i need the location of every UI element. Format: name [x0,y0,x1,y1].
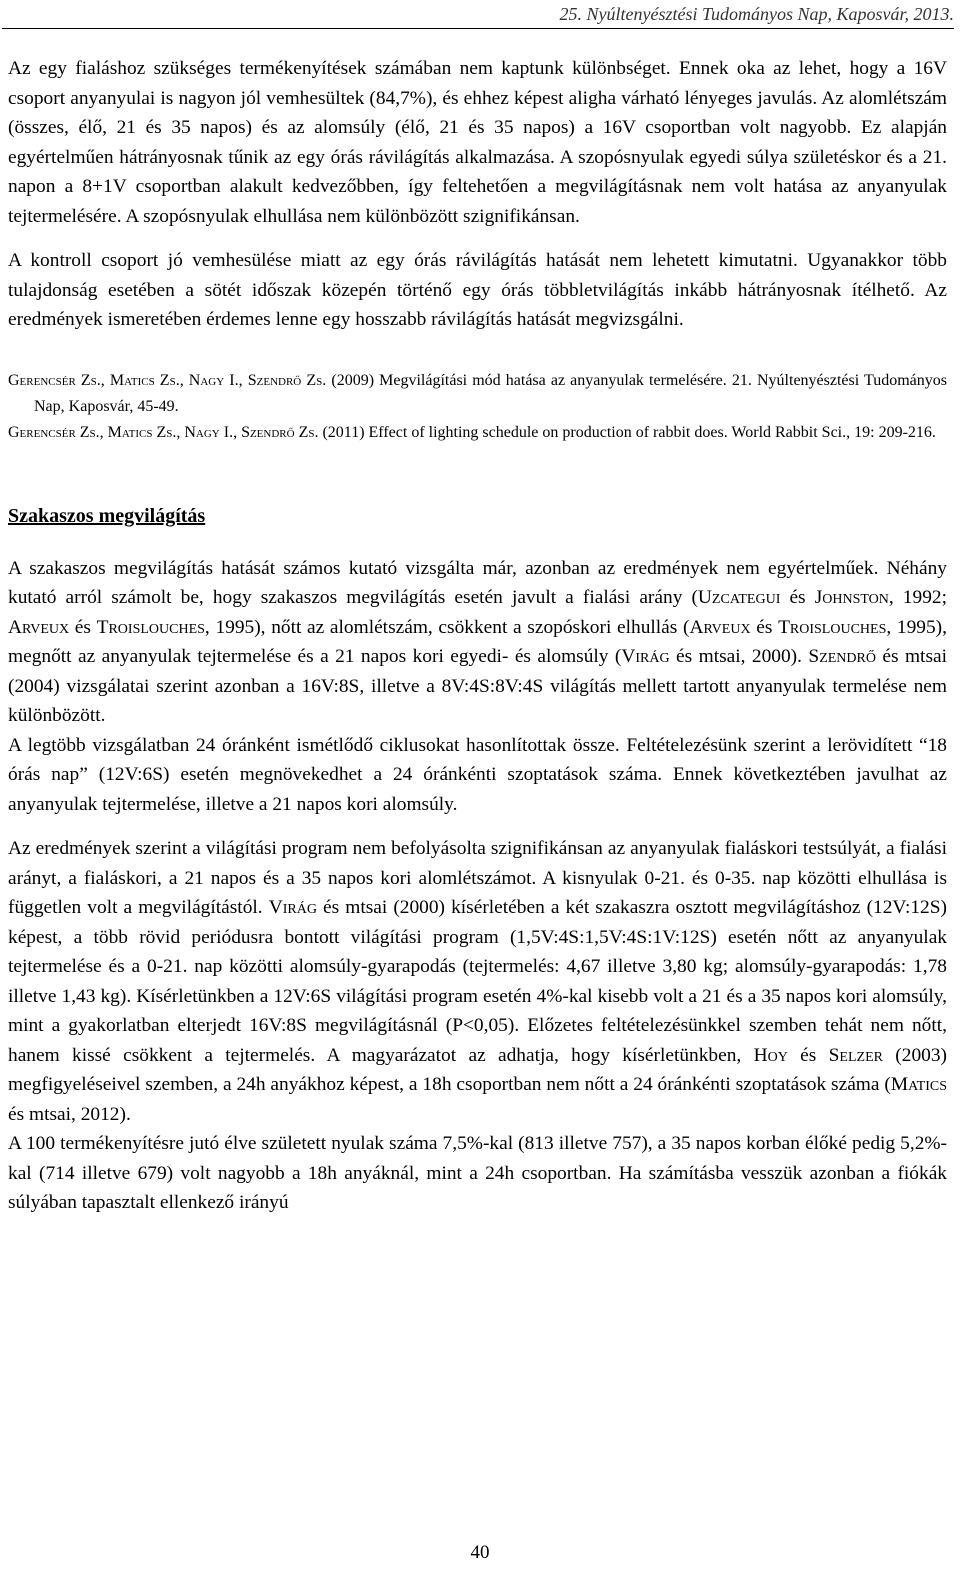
text-run: és mtsai, 2012). [8,1103,131,1125]
author-name: Virág [268,897,317,918]
content [8,54,947,1218]
text-run: , 1995), nőtt az alomlétszám, csökkent a szopóskori elhullás ( [204,616,690,638]
section-paragraph-2 [8,731,947,820]
author-name: Arveux [8,616,70,638]
author-name: Troislouches [778,616,887,638]
author-name: Hoy [753,1044,788,1066]
text-run: , 1992; [888,587,947,608]
references [8,368,947,446]
author-name: Szendrő [808,646,876,667]
section-paragraph-1 [8,554,947,731]
author-name: Matics [890,1074,947,1095]
text-run: A 100 termékenyítésre jutó élve született nyulak száma 7,5%-kal (813 illetve 757), a 35 napos korban élőké pedig 5,2%-kal (714 illetve 679) volt nagyobb a 18h anyáknál, mint a 24h csoportban. Ha számításba vesszük azonban a fiókák súlyában tapasztalt ellenkező irányú [8,1133,947,1213]
reference-1 [8,368,947,420]
text-run: Az eredmények szerint a világítási program nem befolyásolta szignifikánsan az anyanyulak fialáskori testsúlyát, a fialási arányt, a fialáskori, a 21 napos és a 35 napos kori alomlétszámot. A kisnyulak 0-21. és 0-35. nap közötti elhullása is független volt a megvilágítástól. [8,838,947,918]
text-run: és [69,616,97,638]
section-paragraph-3 [8,834,947,1129]
text-run: és mtsai (2000) kísérletében a két szakaszra osztott megvilágításhoz (12V:12S) képest, a több rövid periódusra bontott világítási program (1,5V:4S:1,5V:4S:1V:12S) esetén nőtt az anyanyulak tejtermelése és a 0-21. nap közötti alomsúly-gyarapodás (tejtermelés: 4,67 illetve 3,80 kg; alomsúly-gyarapodás: 1,78 illetve 1,43 kg). Kísérletünkben a 12V:6S világítási program esetén 4%-kal kisebb volt a 21 és a 35 napos kori alomsúly, mint a gyakorlatban elterjedt 16V:8S megvilágításnál (P<0,05). Előzetes feltételezésünkkel szemben tehát nem nőtt, hanem kissé csökkent a tejtermelés. A magyarázatot az adhatja, hogy kísérletünkben, [8,897,947,1066]
text-run: A szakaszos megvilágítás hatását számos kutató vizsgálta már, azonban az eredmények nem egyértelműek. Néhány kutató arról számolt be, hogy szakaszos megvilágítás esetén javult a fialási arány ( [8,557,947,608]
text-run: és [787,1044,829,1066]
reference-2-authors: Gerencsér Zs., Matics Zs., Nagy I., Szendrő Zs. [8,423,319,441]
text-run: A legtöbb vizsgálatban 24 óránként ismétlődő ciklusokat hasonlítottak össze. Feltételezésünk szerint a lerövidített “18 órás nap” (12V:6S) esetén megnövekedhet a 24 óránkénti szoptatások száma. Ennek következtében javulhat az anyanyulak tejtermelése, illetve a 21 napos kori alomsúly. [8,734,947,815]
section-paragraph-4 [8,1129,947,1218]
author-name: Selzer [828,1044,883,1066]
page-number: 40 [470,1542,490,1563]
paragraph-results-2: A kontroll csoport jó vemhesülése miatt az egy órás rávilágítás hatását nem lehetett kimutatni. Ugyanakkor több tulajdonság esetében a sötét időszak közepén történő egy órás többletvilágítás inkább hátrányosnak ítélhető. Az eredmények ismeretében érdemes lenne egy hosszabb rávilágítás hatását megvizsgálni. [8,250,947,330]
reference-2-text: (2011) Effect of lighting schedule on production of rabbit does. World Rabbit Sci., 19: 209-216. [318,423,936,441]
text-run: és [780,587,815,608]
author-name: Troislouches [96,616,205,638]
paragraph-results-1: Az egy fialáshoz szükséges termékenyítések számában nem kaptunk különbséget. Ennek oka az lehet, hogy a 16V csoport anyanyulai is nagyon jól vemhesültek (84,7%), és ehhez képest aligha várható lényeges javulás. Az alomlétszám (összes, élő, 21 és 35 napos) és az alomsúly (élő, 21 és 35 napos) a 16V csoportban volt nagyobb. Ez alapján egyértelműen hátrányosnak tűnik az egy órás rávilágítás alkalmazása. A szopósnyulak egyedi súlya születéskor és a 21. napon a 8+1V csoportban alakult kedvezőbben, így feltehetően a megvilágításnak nem volt hatása az anyanyulak tejtermelésére. A szopósnyulak elhullása nem különbözött szignifikánsan. [8,58,947,227]
text-run: , 1995), megnőtt az anyanyulak tejtermelése és a 21 napos kori egyedi- és alomsúly ( [8,616,947,667]
section-title: Szakaszos megvilágítás [8,504,206,527]
author-name: Johnston [814,587,889,608]
text-run: és mtsai (2004) vizsgálatai szerint azonban a 16V:8S, illetve a 8V:4S:8V:4S világítás mellett tartott anyanyulak termelése nem különbözött. [8,646,947,726]
running-header: 25. Nyúltenyésztési Tudományos Nap, Kaposvár, 2013. [559,4,954,24]
reference-1-text: (2009) Megvilágítási mód hatása az anyanyulak termelésére. 21. Nyúltenyésztési Tudományos Nap, Kaposvár, 45-49. [34,371,947,415]
author-name: Virág [621,646,670,667]
text-run: és [750,616,779,638]
header-rule [2,28,954,29]
text-run: és mtsai, 2000). [669,646,809,667]
reference-2 [8,420,947,446]
author-name: Arveux [689,616,751,638]
text-run: (2003) megfigyeléseivel szemben, a 24h anyákhoz képest, a 18h csoportban nem nőtt a 24 óránkénti szoptatások száma ( [8,1044,947,1095]
reference-1-authors: Gerencsér Zs., Matics Zs., Nagy I., Szendrő Zs. [8,371,327,389]
author-name: Uzcategui [697,587,781,608]
